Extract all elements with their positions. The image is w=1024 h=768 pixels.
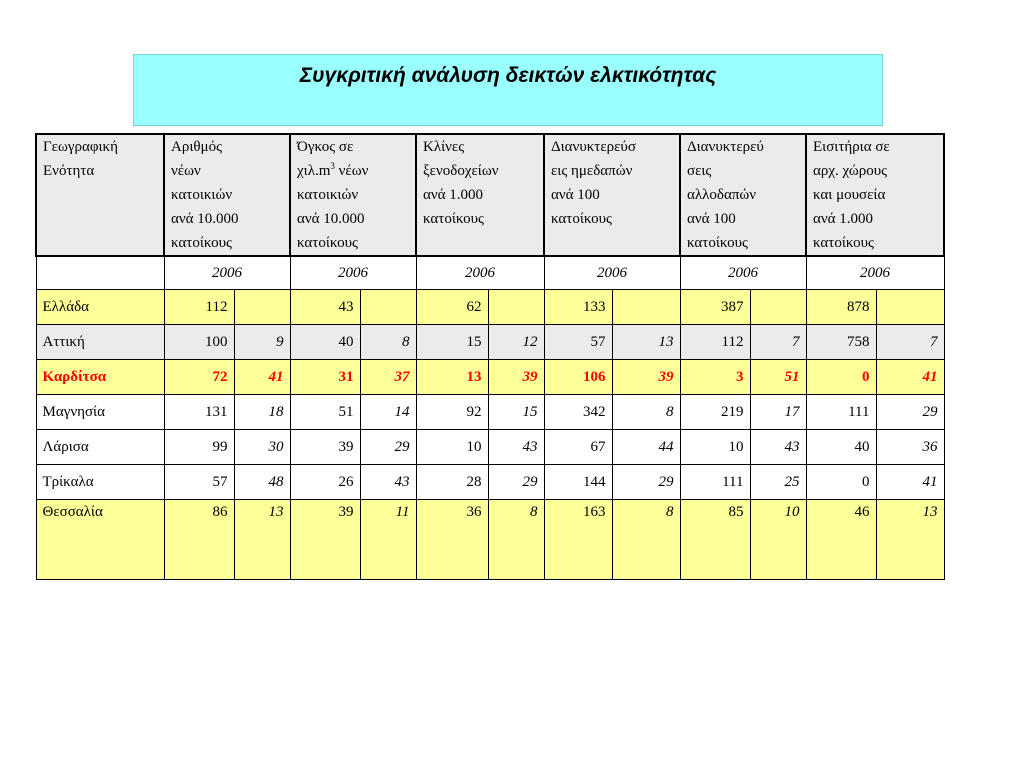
rank-cell: 29 xyxy=(876,394,944,429)
value-cell: 387 xyxy=(680,289,750,324)
year-cell: 2006 xyxy=(164,256,290,289)
region-name: Θεσσαλία xyxy=(36,499,164,579)
value-cell: 39 xyxy=(290,429,360,464)
value-cell: 13 xyxy=(416,359,488,394)
rank-cell: 41 xyxy=(234,359,290,394)
header-new-dwellings: Αριθμός νέων κατοικιών ανά 10.000 κατοίκους xyxy=(164,134,290,256)
rank-cell: 25 xyxy=(750,464,806,499)
value-cell: 100 xyxy=(164,324,234,359)
year-cell: 2006 xyxy=(806,256,944,289)
rank-cell xyxy=(488,289,544,324)
value-cell: 51 xyxy=(290,394,360,429)
rank-cell: 43 xyxy=(360,464,416,499)
rank-cell: 41 xyxy=(876,359,944,394)
rank-cell xyxy=(234,289,290,324)
value-cell: 28 xyxy=(416,464,488,499)
value-cell: 342 xyxy=(544,394,612,429)
value-cell: 86 xyxy=(164,499,234,579)
rank-cell xyxy=(876,289,944,324)
rank-cell: 51 xyxy=(750,359,806,394)
region-name: Αττική xyxy=(36,324,164,359)
rank-cell: 18 xyxy=(234,394,290,429)
rank-cell xyxy=(750,289,806,324)
rank-cell: 13 xyxy=(876,499,944,579)
value-cell: 0 xyxy=(806,359,876,394)
value-cell: 10 xyxy=(416,429,488,464)
rank-cell: 44 xyxy=(612,429,680,464)
value-cell: 878 xyxy=(806,289,876,324)
table-row xyxy=(36,324,944,359)
value-cell: 112 xyxy=(164,289,234,324)
value-cell: 57 xyxy=(544,324,612,359)
rank-cell: 14 xyxy=(360,394,416,429)
rank-cell: 30 xyxy=(234,429,290,464)
value-cell: 62 xyxy=(416,289,488,324)
region-name: Τρίκαλα xyxy=(36,464,164,499)
title-box xyxy=(133,54,883,126)
header-hotel-beds: Κλίνες ξενοδοχείων ανά 1.000 κατοίκους xyxy=(416,134,544,256)
value-cell: 40 xyxy=(290,324,360,359)
header-dwelling-volume: Όγκος σε $\chi\iota\lambda.m^3$ νέων κατοικιών ανά 10.000 κατοίκους xyxy=(290,134,416,256)
value-cell: 758 xyxy=(806,324,876,359)
rank-cell: 13 xyxy=(234,499,290,579)
region-name: Ελλάδα xyxy=(36,289,164,324)
header-foreign-overnights: Διανυκτερεύ σεις αλλοδαπών ανά 100 κατοίκους xyxy=(680,134,806,256)
rank-cell: 8 xyxy=(612,394,680,429)
rank-cell: 29 xyxy=(612,464,680,499)
rank-cell: 36 xyxy=(876,429,944,464)
value-cell: 39 xyxy=(290,499,360,579)
header-museum-tickets: Εισιτήρια σε αρχ. χώρους και μουσεία ανά 1.000 κατοίκους xyxy=(806,134,944,256)
table-body xyxy=(36,289,944,579)
value-cell: 36 xyxy=(416,499,488,579)
slide-title: Συγκριτική ανάλυση δεικτών ελκτικότητας xyxy=(299,64,717,87)
rank-cell: 29 xyxy=(360,429,416,464)
table-row xyxy=(36,499,944,579)
value-cell: 133 xyxy=(544,289,612,324)
year-row-blank xyxy=(36,256,164,289)
value-cell: 10 xyxy=(680,429,750,464)
value-cell: 144 xyxy=(544,464,612,499)
value-cell: 85 xyxy=(680,499,750,579)
table-row xyxy=(36,289,944,324)
region-name: Λάρισα xyxy=(36,429,164,464)
value-cell: 112 xyxy=(680,324,750,359)
rank-cell xyxy=(360,289,416,324)
rank-cell: 9 xyxy=(234,324,290,359)
value-cell: 99 xyxy=(164,429,234,464)
indicators-table xyxy=(35,133,945,580)
rank-cell xyxy=(612,289,680,324)
rank-cell: 15 xyxy=(488,394,544,429)
rank-cell: 12 xyxy=(488,324,544,359)
year-cell: 2006 xyxy=(544,256,680,289)
value-cell: 219 xyxy=(680,394,750,429)
value-cell: 0 xyxy=(806,464,876,499)
header-region: Γεωγραφική Ενότητα xyxy=(36,134,164,256)
value-cell: 111 xyxy=(680,464,750,499)
table-row xyxy=(36,429,944,464)
value-cell: 15 xyxy=(416,324,488,359)
rank-cell: 37 xyxy=(360,359,416,394)
rank-cell: 41 xyxy=(876,464,944,499)
value-cell: 72 xyxy=(164,359,234,394)
value-cell: 106 xyxy=(544,359,612,394)
rank-cell: 43 xyxy=(750,429,806,464)
year-cell: 2006 xyxy=(416,256,544,289)
rank-cell: 39 xyxy=(612,359,680,394)
rank-cell: 17 xyxy=(750,394,806,429)
region-name: Μαγνησία xyxy=(36,394,164,429)
header-row xyxy=(36,134,944,256)
table-row xyxy=(36,359,944,394)
rank-cell: 43 xyxy=(488,429,544,464)
rank-cell: 8 xyxy=(612,499,680,579)
value-cell: 43 xyxy=(290,289,360,324)
rank-cell: 39 xyxy=(488,359,544,394)
region-name: Καρδίτσα xyxy=(36,359,164,394)
value-cell: 46 xyxy=(806,499,876,579)
rank-cell: 7 xyxy=(750,324,806,359)
value-cell: 163 xyxy=(544,499,612,579)
value-cell: 111 xyxy=(806,394,876,429)
table-row xyxy=(36,394,944,429)
value-cell: 31 xyxy=(290,359,360,394)
table-row xyxy=(36,464,944,499)
header-domestic-overnights: Διανυκτερεύσ εις ημεδαπών ανά 100 κατοίκους xyxy=(544,134,680,256)
value-cell: 57 xyxy=(164,464,234,499)
value-cell: 67 xyxy=(544,429,612,464)
value-cell: 40 xyxy=(806,429,876,464)
value-cell: 92 xyxy=(416,394,488,429)
year-cell: 2006 xyxy=(680,256,806,289)
value-cell: 131 xyxy=(164,394,234,429)
rank-cell: 29 xyxy=(488,464,544,499)
year-cell: 2006 xyxy=(290,256,416,289)
rank-cell: 8 xyxy=(488,499,544,579)
rank-cell: 7 xyxy=(876,324,944,359)
rank-cell: 11 xyxy=(360,499,416,579)
rank-cell: 10 xyxy=(750,499,806,579)
rank-cell: 13 xyxy=(612,324,680,359)
value-cell: 26 xyxy=(290,464,360,499)
value-cell: 3 xyxy=(680,359,750,394)
year-row xyxy=(36,256,944,289)
rank-cell: 8 xyxy=(360,324,416,359)
rank-cell: 48 xyxy=(234,464,290,499)
